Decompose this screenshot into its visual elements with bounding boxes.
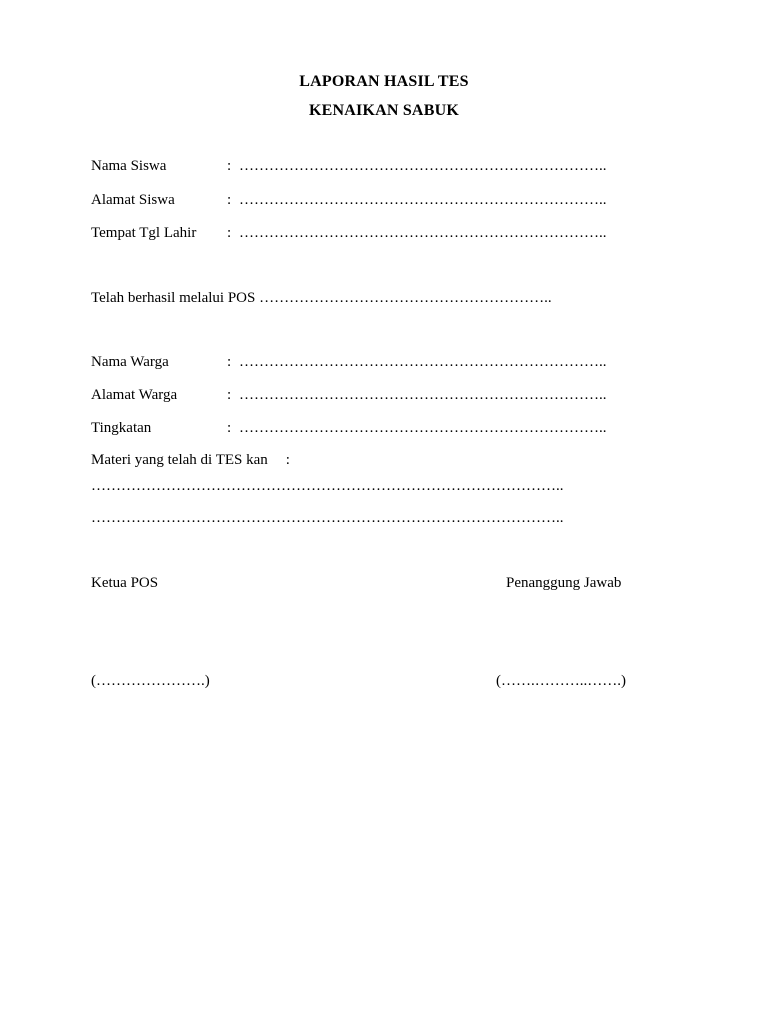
- field-label: Nama Siswa: [91, 158, 167, 174]
- field-fill-line: ………………………………………………………………..: [239, 225, 607, 241]
- field-fill-line: ………………………………………………………………..: [239, 158, 607, 174]
- field-tempat-tgl-lahir: [91, 224, 607, 242]
- field-label: Alamat Siswa: [91, 192, 175, 208]
- pos-line-fill: …………………………………………………..: [259, 290, 552, 306]
- field-nama-siswa: [91, 157, 607, 175]
- field-alamat-warga: [91, 386, 607, 404]
- signature-left-title: Ketua POS: [91, 575, 159, 591]
- field-nama-warga: [91, 353, 607, 371]
- materi-fill-line-2: …………………………………………………………………………………..: [91, 510, 564, 526]
- field-fill-line: ………………………………………………………………..: [239, 354, 607, 370]
- pos-line-text: Telah berhasil melalui POS: [91, 290, 256, 306]
- document-title-line2: KENAIKAN SABUK: [309, 102, 459, 119]
- field-fill-line: ………………………………………………………………..: [239, 420, 607, 436]
- field-label: Nama Warga: [91, 354, 169, 370]
- field-alamat-siswa: [91, 191, 607, 209]
- field-colon: :: [227, 387, 232, 403]
- field-colon: :: [227, 225, 232, 241]
- signature-left-blank: (………………….): [91, 673, 210, 689]
- field-label: Tempat Tgl Lahir: [91, 225, 197, 241]
- field-colon: :: [227, 192, 232, 208]
- field-colon: :: [227, 420, 232, 436]
- document-title-line1: LAPORAN HASIL TES: [299, 73, 469, 90]
- field-tingkatan: [91, 419, 607, 437]
- field-fill-line: ………………………………………………………………..: [239, 387, 607, 403]
- field-label: Tingkatan: [91, 420, 152, 436]
- field-colon: :: [227, 158, 232, 174]
- materi-label: Materi yang telah di TES kan: [91, 452, 268, 468]
- materi-colon: :: [285, 452, 290, 468]
- field-label: Alamat Warga: [91, 387, 178, 403]
- pos-line: [91, 289, 552, 307]
- field-fill-line: ………………………………………………………………..: [239, 192, 607, 208]
- field-colon: :: [227, 354, 232, 370]
- signature-right-title: Penanggung Jawab: [506, 575, 622, 591]
- materi-label-row: [91, 451, 290, 469]
- signature-right-blank: (…….………..…….): [496, 673, 626, 689]
- materi-fill-line-1: …………………………………………………………………………………..: [91, 478, 564, 494]
